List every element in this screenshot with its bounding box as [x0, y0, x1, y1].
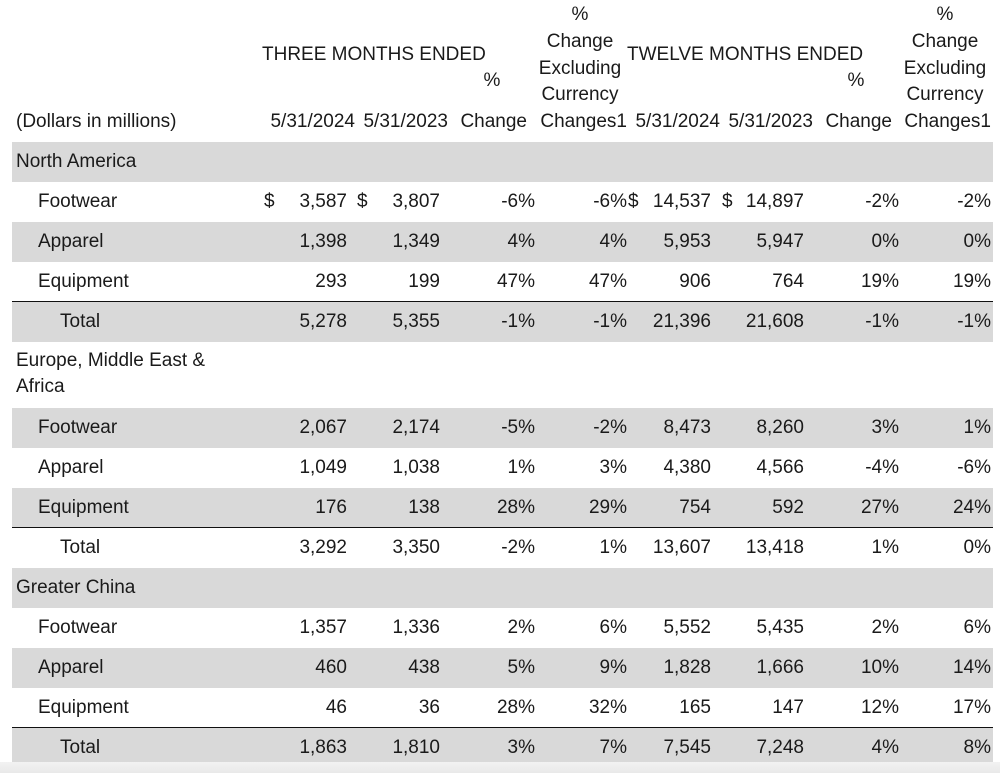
- pct-excl-line: %: [571, 4, 589, 25]
- table-cell-y24: 1,828: [663, 657, 711, 678]
- change-header: Change: [460, 111, 527, 132]
- row-label: Equipment: [38, 497, 129, 518]
- table-cell-ypx: -2%: [957, 191, 991, 212]
- table-cell-ypx: -6%: [957, 457, 991, 478]
- table-cell-y24: 754: [679, 497, 711, 518]
- table-cell-q24: 3,587: [299, 191, 347, 212]
- table-cell-q24: 1,357: [299, 617, 347, 638]
- table-cell-y23: 5,435: [756, 617, 804, 638]
- row-label-total: Total: [60, 311, 101, 332]
- table-cell-q23: 1,038: [392, 457, 440, 478]
- table-cell-y23: 14,897: [745, 191, 804, 212]
- changes1-header: Changes1: [540, 111, 627, 132]
- table-cell-qpx: 6%: [599, 617, 627, 638]
- row-label: Equipment: [38, 271, 129, 292]
- table-cell-y24: 5,953: [663, 231, 711, 252]
- row-label: Apparel: [38, 457, 104, 478]
- table-cell-q24: 5,278: [299, 311, 347, 332]
- table-cell-ypc: 27%: [860, 497, 899, 518]
- units-label: (Dollars in millions): [16, 111, 177, 132]
- table-cell-qpx: -1%: [593, 311, 627, 332]
- table-cell-q24: 46: [325, 697, 347, 718]
- table-cell-y24: 165: [679, 697, 711, 718]
- table-cell-q23: 1,336: [392, 617, 440, 638]
- table-cell-qpx: 29%: [588, 497, 627, 518]
- table-cell-y24: 14,537: [652, 191, 711, 212]
- table-cell-qpc: -5%: [501, 417, 535, 438]
- table-cell-y23: 147: [772, 697, 804, 718]
- dollar-sign: $: [264, 191, 275, 212]
- row-label: Footwear: [38, 191, 118, 212]
- table-cell-q23: 36: [418, 697, 440, 718]
- table-cell-qpx: 4%: [599, 231, 627, 252]
- table-cell-y23: 13,418: [745, 537, 804, 558]
- table-cell-y24: 13,607: [652, 537, 711, 558]
- row-label: Apparel: [38, 231, 104, 252]
- table-cell-q24: 460: [315, 657, 347, 678]
- table-cell-ypc: -1%: [865, 311, 899, 332]
- table-cell-ypc: 3%: [871, 417, 899, 438]
- change-header: Change: [825, 111, 892, 132]
- table-cell-ypc: 1%: [871, 537, 899, 558]
- table-cell-ypc: 0%: [871, 231, 899, 252]
- table-cell-q23: 438: [408, 657, 440, 678]
- table-cell-qpc: 47%: [496, 271, 535, 292]
- table-cell-ypx: -1%: [957, 311, 991, 332]
- total-divider: [12, 527, 993, 528]
- table-cell-ypx: 17%: [952, 697, 991, 718]
- table-cell-q23: 138: [408, 497, 440, 518]
- date-header: 5/31/2023: [728, 111, 813, 132]
- table-cell-qpc: 4%: [507, 231, 535, 252]
- pct-excl-line: Excluding: [903, 58, 987, 79]
- pct-excl-line: Currency: [906, 84, 984, 105]
- table-cell-qpx: 1%: [599, 537, 627, 558]
- section-header: [12, 142, 993, 182]
- table-cell-qpc: 3%: [507, 737, 535, 758]
- bottom-edge: [0, 762, 1000, 773]
- table-cell-y24: 8,473: [663, 417, 711, 438]
- table-cell-ypx: 8%: [963, 737, 991, 758]
- table-cell-ypc: 2%: [871, 617, 899, 638]
- table-cell-q24: 176: [315, 497, 347, 518]
- table-cell-qpc: -6%: [501, 191, 535, 212]
- table-cell-q24: 2,067: [299, 417, 347, 438]
- table-cell-y23: 8,260: [756, 417, 804, 438]
- table-cell-qpx: -2%: [593, 417, 627, 438]
- dollar-sign: $: [722, 191, 733, 212]
- pct-excl-line: %: [936, 4, 954, 25]
- table-cell-y24: 4,380: [663, 457, 711, 478]
- pct-excl-line: Change: [546, 31, 614, 52]
- table-cell-y24: 7,545: [663, 737, 711, 758]
- table-cell-q24: 1,863: [299, 737, 347, 758]
- table-cell-ypc: 12%: [860, 697, 899, 718]
- table-cell-qpx: 32%: [588, 697, 627, 718]
- table-cell-y24: 21,396: [652, 311, 711, 332]
- row-label: Footwear: [38, 617, 118, 638]
- table-cell-qpx: 3%: [599, 457, 627, 478]
- table-cell-qpc: 1%: [507, 457, 535, 478]
- table-cell-ypc: -4%: [865, 457, 899, 478]
- table-cell-y23: 7,248: [756, 737, 804, 758]
- table-cell-q23: 1,349: [392, 231, 440, 252]
- table-cell-qpc: 28%: [496, 497, 535, 518]
- table-cell-y23: 21,608: [745, 311, 804, 332]
- section-title: North America: [16, 151, 137, 172]
- row-label-total: Total: [60, 737, 101, 758]
- pct-change-header-y: %: [847, 70, 865, 91]
- table-cell-y23: 764: [772, 271, 804, 292]
- table-cell-q23: 1,810: [392, 737, 440, 758]
- table-cell-y23: 5,947: [756, 231, 804, 252]
- table-cell-ypx: 0%: [963, 537, 991, 558]
- table-cell-qpx: 7%: [599, 737, 627, 758]
- table-cell-ypx: 24%: [952, 497, 991, 518]
- pct-excl-line: Currency: [541, 84, 619, 105]
- table-cell-ypc: 19%: [860, 271, 899, 292]
- table-cell-q23: 199: [408, 271, 440, 292]
- section-title: Europe, Middle East &: [16, 350, 206, 371]
- row-label: Apparel: [38, 657, 104, 678]
- table-cell-ypc: 4%: [871, 737, 899, 758]
- three-months-ended-header: THREE MONTHS ENDED: [262, 44, 486, 65]
- table-cell-q23: 3,807: [392, 191, 440, 212]
- table-cell-q24: 293: [315, 271, 347, 292]
- table-cell-qpc: 28%: [496, 697, 535, 718]
- table-cell-ypc: -2%: [865, 191, 899, 212]
- changes1-header: Changes1: [904, 111, 991, 132]
- table-cell-y24: 5,552: [663, 617, 711, 638]
- pct-excl-line: Change: [911, 31, 979, 52]
- table-cell-qpx: -6%: [593, 191, 627, 212]
- table-cell-qpx: 47%: [588, 271, 627, 292]
- table-cell-y23: 1,666: [756, 657, 804, 678]
- table-cell-q24: 1,398: [299, 231, 347, 252]
- table-cell-y23: 592: [772, 497, 804, 518]
- twelve-months-ended-header: TWELVE MONTHS ENDED: [627, 44, 864, 65]
- date-header: 5/31/2024: [635, 111, 720, 132]
- table-cell-q23: 5,355: [392, 311, 440, 332]
- table-cell-q24: 1,049: [299, 457, 347, 478]
- dollar-sign: $: [628, 191, 639, 212]
- section-header: [12, 568, 993, 608]
- row-label: Footwear: [38, 417, 118, 438]
- total-divider: [12, 727, 993, 728]
- table-cell-ypx: 0%: [963, 231, 991, 252]
- table-cell-y24: 906: [679, 271, 711, 292]
- table-cell-qpx: 9%: [599, 657, 627, 678]
- table-cell-q23: 2,174: [392, 417, 440, 438]
- table-cell-qpc: -2%: [501, 537, 535, 558]
- table-cell-ypx: 19%: [952, 271, 991, 292]
- table-cell-ypc: 10%: [860, 657, 899, 678]
- section-title: Greater China: [16, 577, 136, 598]
- total-divider: [12, 301, 993, 302]
- table-cell-ypx: 6%: [963, 617, 991, 638]
- dollar-sign: $: [357, 191, 368, 212]
- table-cell-ypx: 14%: [952, 657, 991, 678]
- row-label-total: Total: [60, 537, 101, 558]
- table-cell-ypx: 1%: [963, 417, 991, 438]
- date-header: 5/31/2024: [270, 111, 355, 132]
- date-header: 5/31/2023: [363, 111, 448, 132]
- table-cell-q24: 3,292: [299, 537, 347, 558]
- table-cell-qpc: 5%: [507, 657, 535, 678]
- row-label: Equipment: [38, 697, 129, 718]
- table-cell-q23: 3,350: [392, 537, 440, 558]
- pct-excl-line: Excluding: [538, 58, 622, 79]
- pct-change-header-q: %: [483, 70, 501, 91]
- table-cell-y23: 4,566: [756, 457, 804, 478]
- table-cell-qpc: 2%: [507, 617, 535, 638]
- section-title: Africa: [16, 376, 65, 397]
- table-cell-qpc: -1%: [501, 311, 535, 332]
